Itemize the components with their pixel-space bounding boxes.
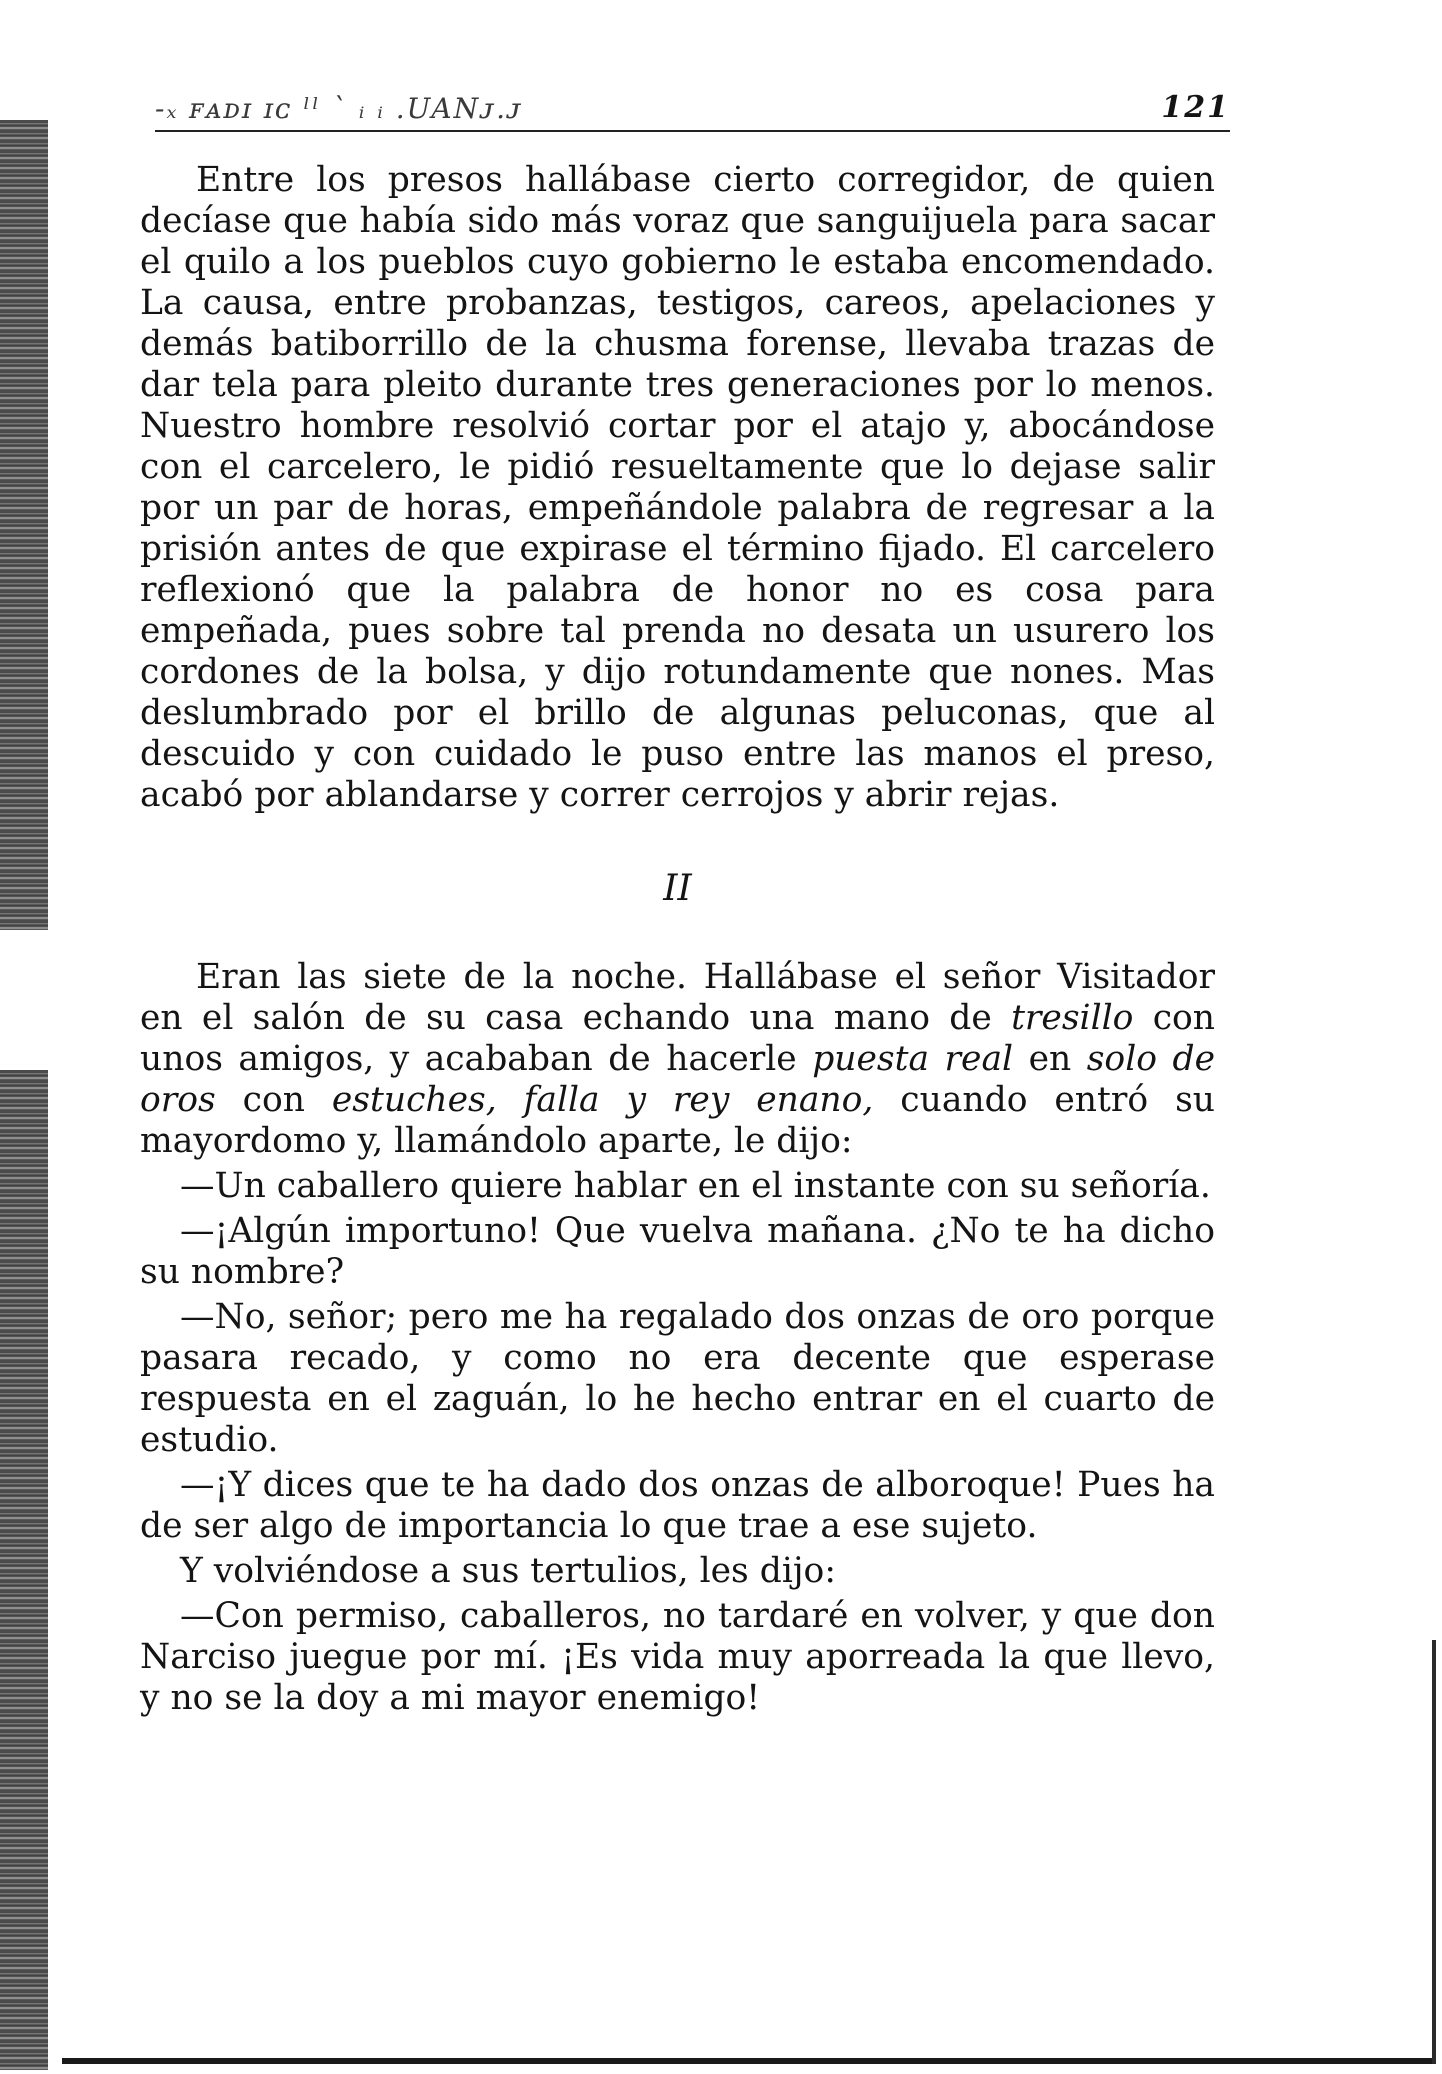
paragraph-visitador bbox=[140, 957, 1215, 1162]
text-run: en bbox=[1013, 1039, 1087, 1079]
page-header bbox=[155, 90, 1230, 132]
scan-right-edge bbox=[1432, 1640, 1436, 2064]
section-heading: II bbox=[663, 868, 692, 909]
running-title: -ₓ ꜰᴀᴅɪ ɪᴄ ˡˡ ˋ ᵢ ᵢ .UANᴊ.ᴊ bbox=[155, 92, 523, 125]
text-run: Eran las siete de la noche. Hallábase el señor Visitador en el salón de su casa echando una mano de bbox=[140, 957, 1215, 1038]
italic-term-estuches: estuches, falla y rey enano, bbox=[331, 1080, 874, 1120]
narration-line: Y volviéndose a sus tertulios, les dijo: bbox=[180, 1551, 836, 1591]
scan-binding-gap bbox=[0, 930, 48, 1070]
text-run: con unos amigos, y acababan de hacerle bbox=[140, 998, 1216, 1079]
dialogue-line: —No, señor; pero me ha regalado dos onzas de oro porque pasara recado, y como no era decente que esperase respuesta en el zaguán, lo he hecho entrar en el cuarto de estudio. bbox=[140, 1297, 1215, 1460]
text-run: con bbox=[215, 1080, 332, 1120]
dialogue-line: —Con permiso, caballeros, no tardaré en volver, y que don Narciso juegue por mí. ¡Es vida muy aporreada la que llevo, y no se la doy a mi mayor enemigo! bbox=[140, 1596, 1215, 1718]
text-run: cuando entró su mayordomo y, llamándolo aparte, le dijo: bbox=[140, 1080, 1215, 1161]
scan-binding-edge bbox=[0, 120, 48, 2070]
paragraph-corregidor: Entre los presos hallábase cierto corregidor, de quien decíase que había sido más voraz que sanguijuela para sacar el quilo a los pueblos cuyo gobierno le estaba encomendado. La causa, entre probanzas, testigos, careos, apelaciones y demás batiborrillo de la chusma forense, llevaba trazas de dar tela para pleito durante tres generaciones por lo menos. Nuestro hombre resolvió cortar por el atajo y, abocándose con el carcelero, le pidió resueltamente que lo dejase salir por un par de horas, empeñándole palabra de regresar a la prisión antes de que expirase el término fijado. El carcelero reflexionó que la palabra de honor no es cosa para empeñada, pues sobre tal prenda no desata un usurero los cordones de la bolsa, y dijo rotundamente que nones. Mas deslumbrado por el brillo de algunas peluconas, que al descuido y con cuidado le puso entre las manos el preso, acabó por ablandarse y correr cerrojos y abrir rejas. bbox=[140, 160, 1215, 815]
page-body bbox=[140, 160, 1215, 1719]
italic-term-solo-de-oros: solo de oros bbox=[140, 1039, 1215, 1120]
scan-bottom-edge bbox=[62, 2058, 1432, 2064]
italic-term-puesta-real: puesta real bbox=[812, 1039, 1014, 1079]
italic-term-tresillo: tresillo bbox=[1011, 998, 1134, 1038]
dialogue-line: —¡Algún importuno! Que vuelva mañana. ¿No te ha dicho su nombre? bbox=[140, 1211, 1215, 1292]
page-number: 121 bbox=[1161, 90, 1230, 125]
dialogue-line: —¡Y dices que te ha dado dos onzas de alboroque! Pues ha de ser algo de importancia lo que trae a ese sujeto. bbox=[140, 1465, 1215, 1546]
dialogue-line: —Un caballero quiere hablar en el instante con su señoría. bbox=[180, 1166, 1211, 1206]
